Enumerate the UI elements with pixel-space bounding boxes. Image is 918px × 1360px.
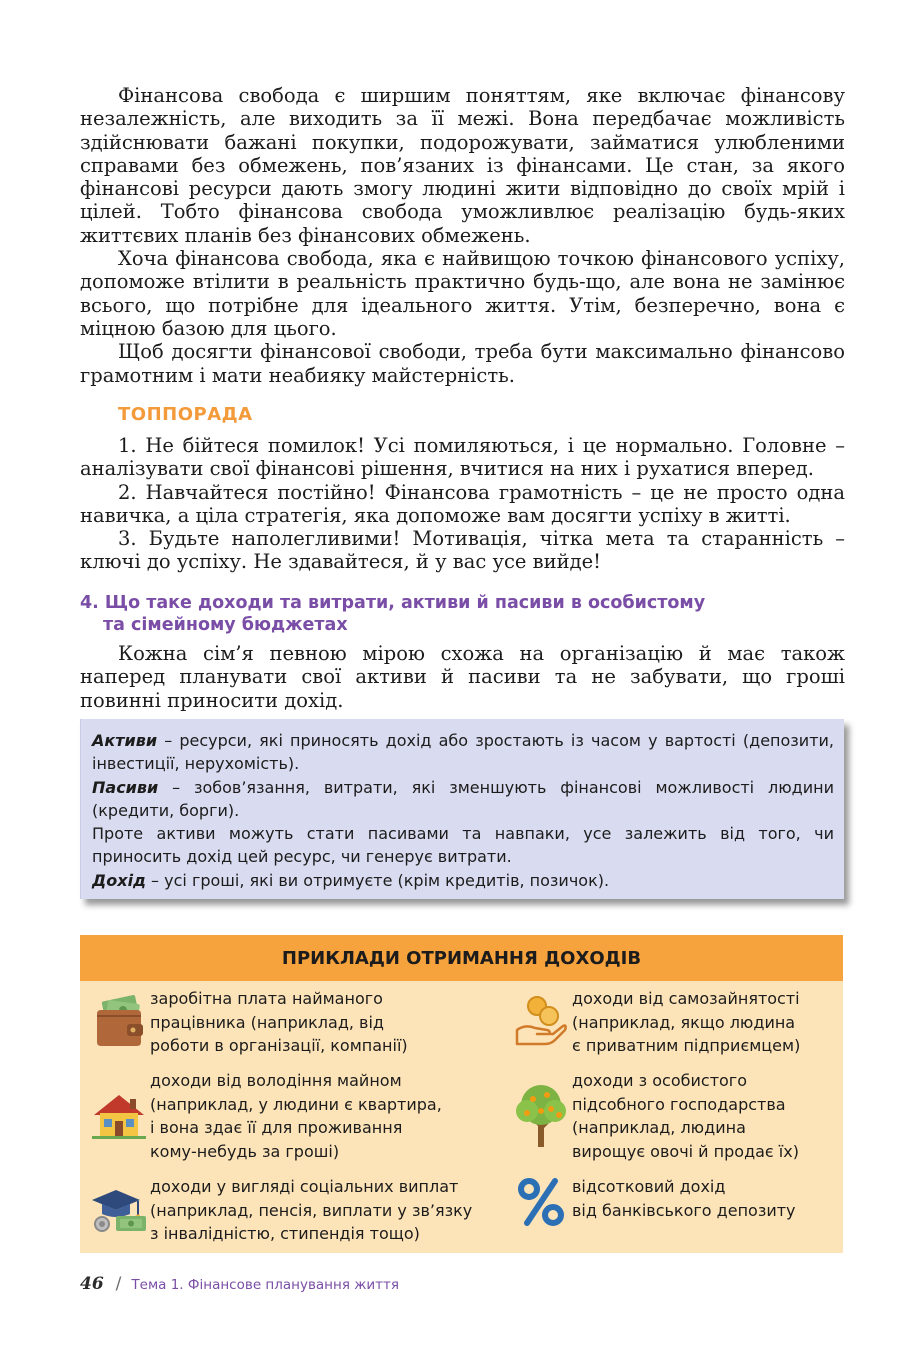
income-item-text: заробітна плата найманого працівника (наприклад, від роботи в організації, компанії) [150,989,408,1055]
income-item-text: відсотковий дохід від банківського депозиту [572,1177,796,1220]
section-text [80,642,845,712]
wallet-money-icon [88,987,150,1057]
coins-hand-icon [510,987,572,1057]
definition-income: Дохід – усі гроші, які ви отримуєте (крім кредитів, позичок). [92,870,610,890]
definition-assets: Активи – ресурси, які приносять дохід або зростають із часом у вартості (депозити, інвестиції, нерухомість). [92,731,834,774]
footer-topic: Тема 1. Фінансове планування життя [131,1277,400,1293]
income-item-text: доходи з особистого підсобного господарства (наприклад, людина вирощує овочі й продає їх) [572,1071,799,1161]
intro-paragraph: Хоча фінансова свобода, яка є найвищою точкою фінансового успіху, допоможе втілити в реальність практично будь-що, але вона не замінює всього, що потрібне для ідеального життя. Утім, безперечно, вона є міцною базою для цього. [80,247,845,340]
intro-paragraph: Фінансова свобода є ширшим поняттям, яке включає фінансову незалежність, але виходить за її межі. Вона передбачає можливість здійснювати бажані покупки, подорожувати, займатися улюбленими справами без обмежень, пов’язаних із фінансами. Це стан, за якого фінансові ресурси дають змогу людині жити відповідно до своїх мрій і цілей. Тобто фінансова свобода уможливлює реалізацію будь-яких життєвих планів без фінансових обмежень. [80,84,845,247]
section-heading-line: та сімейному бюджетах [103,615,348,635]
income-item-text: доходи від володіння майном (наприклад, у людини є квартира, і вона здає її для проживання кому-небудь за гроші) [150,1071,442,1161]
income-item-social [88,1175,472,1246]
house-icon [88,1069,150,1163]
tip-item: 2. Навчайтеся постійно! Фінансова грамотність – це не просто одна навичка, а ціла стратегія, яка допоможе вам досягти успіху в житті. [80,480,845,527]
footer-separator: / [115,1274,122,1294]
income-item-interest [510,1175,796,1229]
income-examples-panel [80,935,843,1253]
graduation-cap-icon [88,1175,150,1245]
income-item-text: доходи від самозайнятості (наприклад, якщо людина є приватним підприємцем) [572,989,801,1055]
tip-item: 3. Будьте наполегливими! Мотивація, чітка мета та старанність – ключі до успіху. Не здавайтеся, й у вас усе вийде! [80,527,845,574]
percent-icon [510,1175,572,1229]
income-examples-title: ПРИКЛАДИ ОТРИМАННЯ ДОХОДІВ [80,935,843,981]
section-heading [80,592,840,636]
term-assets: Активи [92,731,158,750]
income-item-self-employment [510,987,800,1058]
tip-item: 1. Не бійтеся помилок! Усі помиляються, і це нормально. Головне – аналізувати свої фінансові рішення, вчитися на них і рухатися вперед. [80,434,845,481]
income-item-property [88,1069,442,1163]
fruit-tree-icon [510,1069,572,1163]
intro-text [80,84,845,387]
intro-paragraph: Щоб досягти фінансової свободи, треба бути максимально фінансово грамотним і мати неабияку майстерність. [80,340,845,387]
income-item-salary [88,987,408,1058]
section-paragraph: Кожна сім’я певною мірою схожа на організацію й має також наперед планувати свої активи й пасиви та не забувати, що гроші повинні приносити дохід. [80,642,845,712]
term-income: Дохід [92,870,146,890]
page-number: 46 [80,1274,104,1294]
tips-list [80,434,845,574]
definition-note: Проте активи можуть стати пасивами та навпаки, усе залежить від того, чи приносить дохід цей ресурс, чи генерує витрати. [92,824,834,867]
term-liabilities: Пасиви [92,777,159,797]
section-heading-line: 4. Що таке доходи та витрати, активи й пасиви в особистому [80,593,706,613]
tip-title: ТОППОРАДА [118,404,253,425]
page-footer [80,1274,399,1294]
definitions-box [80,719,844,899]
definition-liabilities: Пасиви – зобов’язання, витрати, які зменшують фінансові можливості людини (кредити, борги). [92,777,834,820]
income-item-household [510,1069,799,1163]
income-item-text: доходи у вигляді соціальних виплат (наприклад, пенсія, виплати у зв’язку з інвалідністю, стипендія тощо) [150,1177,473,1243]
